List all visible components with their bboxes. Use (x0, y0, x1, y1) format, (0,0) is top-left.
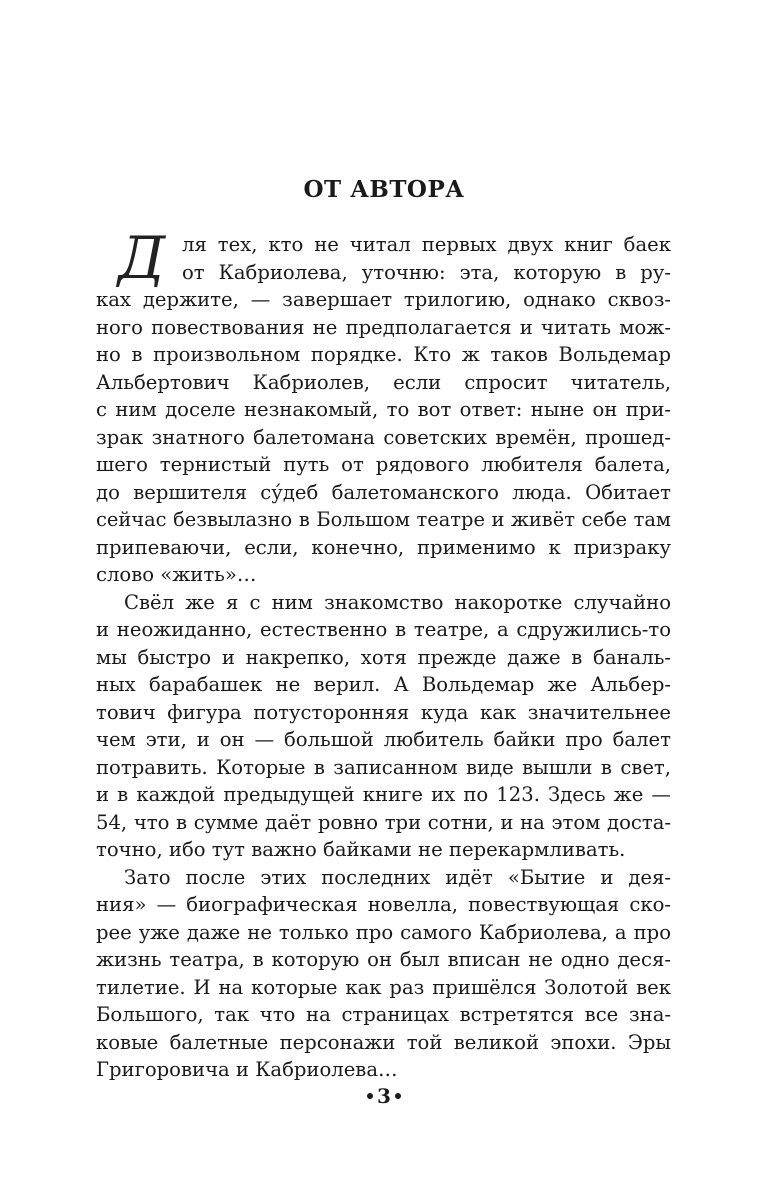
page-number-value: 3 (377, 1084, 391, 1108)
text-line: ных барабашек не верил. А Вольдемар же Альбер- (96, 673, 671, 696)
text-line: шего тернистый путь от рядового любителя балета, (96, 453, 671, 476)
bullet-dot-icon (395, 1093, 401, 1099)
text-line: ковые балетные персонажи той великой эпохи. Эры (96, 1030, 671, 1054)
text-line: ного повествования не предполагается и читать мож- (96, 315, 671, 339)
text-line: точно, ибо тут важно байками не перекармливать. (96, 838, 626, 861)
page-title: ОТ АВТОРА (303, 176, 465, 203)
text-line: ля тех, кто не читал первых двух книг баек (182, 233, 671, 256)
text-line: чем эти, и он — большой любитель байки про балет (96, 728, 671, 751)
text-line: Альбертович Кабриолев, если спросит читатель, (96, 370, 671, 394)
drop-cap: Д (118, 224, 166, 292)
text-line: Григоровича и Кабриолева… (96, 1058, 398, 1081)
text-line: жизнь театра, в которую он был вписан не одно деся- (96, 948, 671, 971)
text-line: тович фигура потусторонняя куда как значительнее (96, 700, 671, 724)
text-line: до вершителя су́деб балетоманского люда. Обитает (96, 480, 671, 504)
text-line: с ним доселе незнакомый, то вот ответ: ныне он при- (96, 398, 671, 421)
text-line: от Кабриолева, уточню: эта, которую в ру- (182, 260, 671, 284)
text-line: сейчас безвылазно в Большом театре и живёт себе там (96, 508, 671, 531)
text-line: мы быстро и накрепко, хотя прежде даже в баналь- (96, 645, 671, 669)
text-line: тилетие. И на которые как раз пришёлся Золотой век (96, 975, 671, 999)
text-line: потравить. Которые в записанном виде вышли в свет, (96, 755, 671, 779)
text-line: и в каждой предыдущей книге их по 123. Здесь же — (96, 783, 671, 806)
text-line: Зато после этих последних идёт «Бытие и дея- (124, 865, 671, 889)
text-line: ния» — биографическая новелла, повествующая ско- (96, 893, 671, 916)
text-line: 54, что в сумме даёт ровно три сотни, и на этом доста- (96, 810, 671, 834)
text-line: припеваючи, если, конечно, применимо к призраку (96, 535, 671, 559)
text-line: зрак знатного балетомана советских времён, прошед- (96, 425, 671, 449)
text-line: рее уже даже не только про самого Кабриолева, а про (96, 920, 671, 944)
text-line: Большого, так что на страницах встретятся все зна- (96, 1003, 671, 1026)
text-line: ках держите, — завершает трилогию, однако сквоз- (96, 288, 671, 311)
text-line: но в произвольном порядке. Кто ж таков Вольдемар (96, 343, 671, 366)
page-number (0, 1084, 768, 1108)
text-line: и неожиданно, естественно в театре, а сдружились-то (96, 618, 671, 641)
text-line: Свёл же я с ним знакомство накоротке случайно (124, 590, 671, 614)
text-line: слово «жить»… (96, 563, 257, 586)
bullet-dot-icon (367, 1093, 373, 1099)
